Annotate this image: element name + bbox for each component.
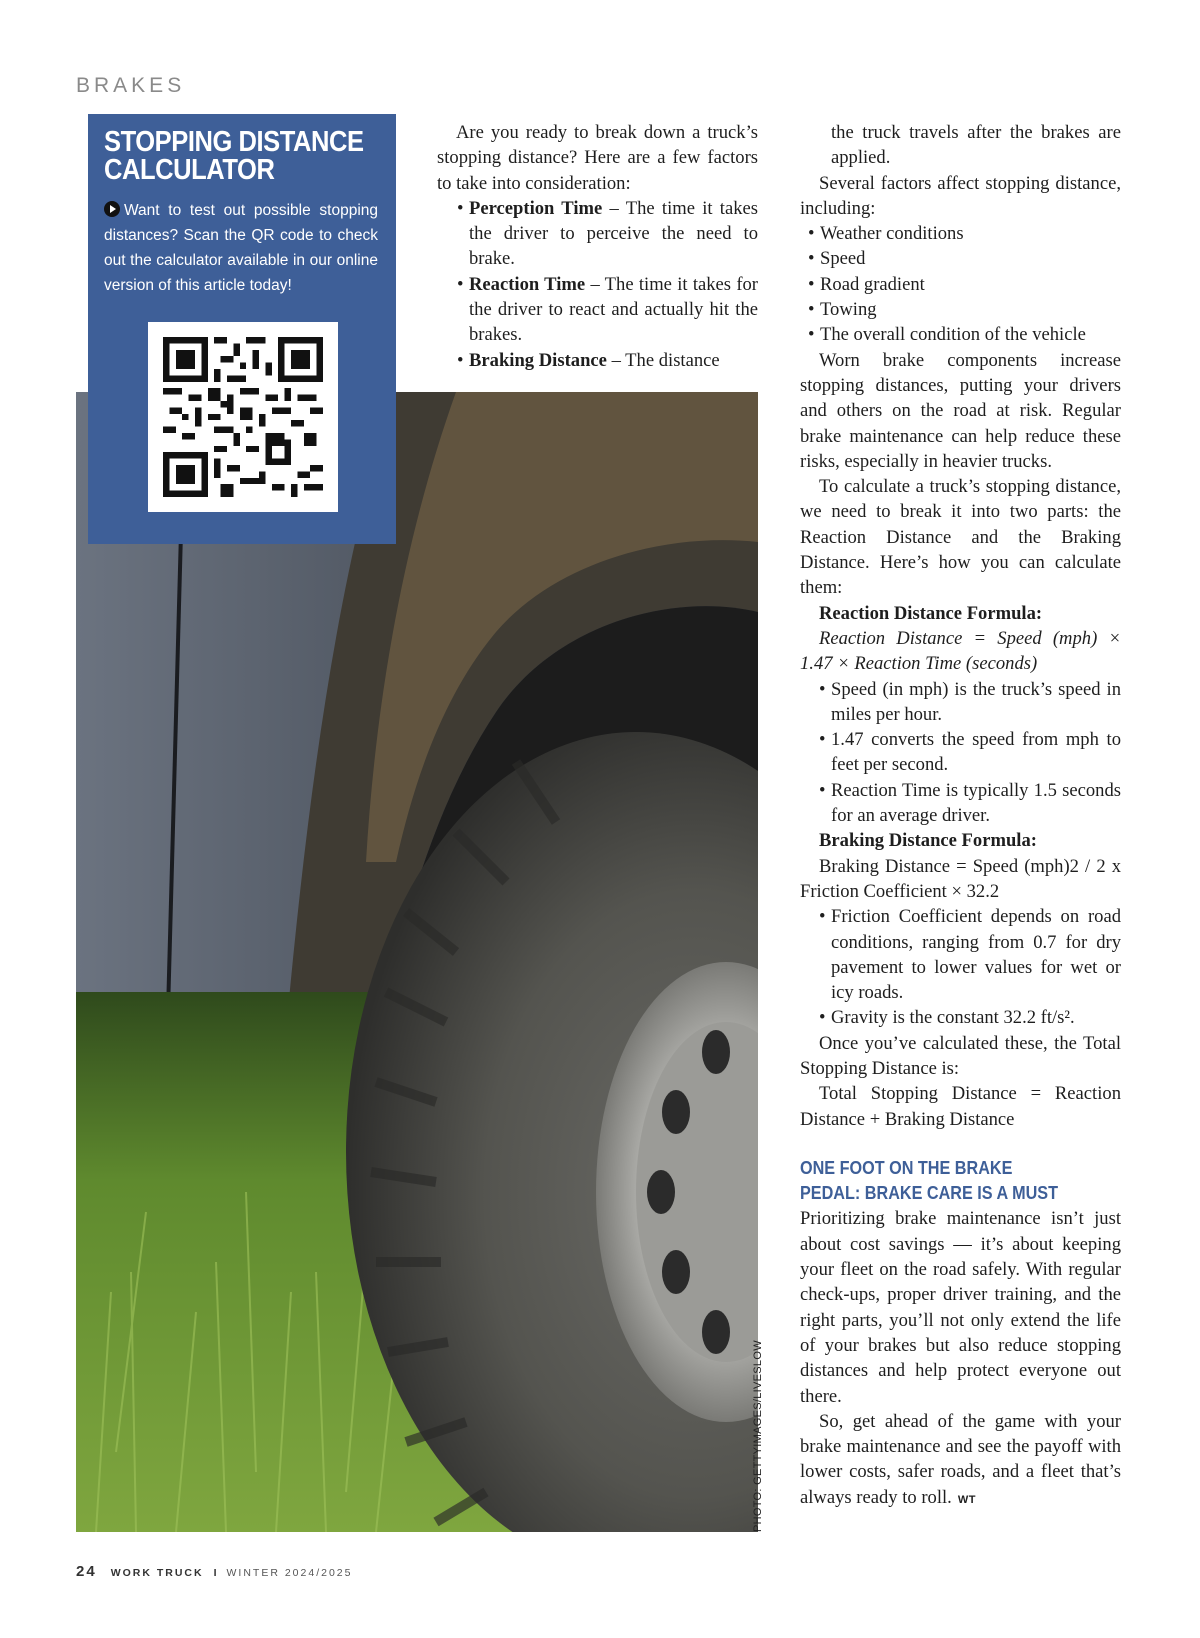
end-mark: WT [957, 1493, 976, 1506]
list-item: • Speed (in mph) is the truck’s speed in miles per hour. [800, 677, 1121, 728]
braking-formula: Braking Distance = Speed (mph)2 / 2 x Friction Coefficient × 32.2 [800, 855, 1121, 902]
factors-paragraph: Several factors affect stopping distance, including: [800, 172, 1121, 219]
reaction-list [800, 677, 1121, 829]
list-item [437, 272, 758, 348]
list-item: • Towing [788, 297, 1121, 322]
section-subheading [800, 1156, 1120, 1207]
list-item: • The overall condition of the vehicle [788, 322, 1121, 347]
factor-desc: – The distance [606, 349, 720, 371]
page-footer [76, 1563, 352, 1580]
factor-desc: – The time it takes for the driver to react and actually hit the brakes. [469, 273, 758, 346]
article-column-right [800, 120, 1121, 1513]
sidebar-text: Want to test out possible stopping distances? Scan the QR code to check out the calculator available in our online version of this article today! [104, 202, 378, 294]
list-item: • Speed [788, 246, 1121, 271]
section-label: BRAKES [76, 74, 186, 97]
list-item [437, 196, 758, 272]
closing-paragraph [800, 1409, 1121, 1513]
braking-heading [800, 828, 1121, 853]
footer-separator: I [213, 1567, 217, 1579]
truck-tire-illustration [76, 392, 758, 1532]
truck-tire-photo [76, 392, 758, 1532]
prioritizing-paragraph: Prioritizing brake maintenance isn’t just about cost savings — it’s about keeping your fleet on the road safely. With regular check-ups, proper driver training, and the right parts, you’ll not only extend the life of your brakes but also reduce stopping distances and help protect everyone out there. [800, 1208, 1121, 1407]
arrow-circle-icon [104, 201, 120, 217]
braking-heading-text: Braking Distance Formula: [819, 830, 1037, 852]
factor-term: Perception Time [469, 197, 603, 219]
factor-term: Reaction Time [469, 273, 586, 295]
issue-date: WINTER 2024/2025 [226, 1567, 353, 1579]
closing-text: So, get ahead of the game with your brake maintenance and see the payoff with lower costs, safer roads, and a fleet that’s always ready to roll. [800, 1410, 1121, 1508]
calculator-sidebar [88, 114, 396, 544]
factor-desc: – The time it takes the driver to perceive the need to brake. [469, 197, 758, 270]
factor-list [437, 196, 758, 373]
subheading-line-2: PEDAL: BRAKE CARE IS A MUST [800, 1183, 1059, 1204]
worn-paragraph: Worn brake components increase stopping distances, putting your drivers and others on the road at risk. Regular brake maintenance can help reduce these risks, especially in heavier trucks. [800, 349, 1121, 472]
list-item: • 1.47 converts the speed from mph to feet per second. [800, 727, 1121, 778]
intro-paragraph: Are you ready to break down a truck’s stopping distance? Here are a few factors to take into consideration: [437, 122, 758, 194]
article-column-middle [437, 120, 758, 373]
total-formula: Total Stopping Distance = Reaction Distance + Braking Distance [800, 1083, 1121, 1130]
reaction-heading [800, 601, 1121, 626]
list-item: • Road gradient [788, 272, 1121, 297]
subheading-line-1: ONE FOOT ON THE BRAKE [800, 1157, 1013, 1178]
braking-list [800, 904, 1121, 1030]
calculate-paragraph: To calculate a truck’s stopping distance, we need to break it into two parts: the Reaction Distance and the Braking Distance. Here’s how you can calculate them: [800, 476, 1121, 599]
sidebar-title: STOPPING DISTANCE CALCULATOR [104, 126, 364, 186]
list-item: • Reaction Time is typically 1.5 seconds for an average driver. [800, 778, 1121, 829]
sidebar-text-block [104, 198, 378, 298]
list-item: • Weather conditions [788, 221, 1121, 246]
photo-credit: PHOTO: GETTYIMAGES/LIVESLOW [752, 1340, 764, 1532]
reaction-heading-text: Reaction Distance Formula: [819, 602, 1043, 624]
magazine-name: WORK TRUCK [110, 1567, 204, 1579]
list-item: • Gravity is the constant 32.2 ft/s². [800, 1005, 1121, 1030]
factor-term: Braking Distance [469, 349, 607, 371]
list-item [437, 348, 758, 373]
affect-list [788, 221, 1121, 347]
list-item: • Friction Coefficient depends on road conditions, ranging from 0.7 for dry pavement to lower values for wet or icy roads. [800, 904, 1121, 1005]
qr-code[interactable] [148, 322, 338, 512]
qr-code-icon [163, 337, 323, 497]
reaction-formula: Reaction Distance = Speed (mph) × 1.47 × Reaction Time (seconds) [800, 627, 1121, 675]
once-paragraph: Once you’ve calculated these, the Total Stopping Distance is: [800, 1032, 1121, 1079]
braking-continuation: the truck travels after the brakes are applied. [831, 122, 1121, 169]
page-number: 24 [76, 1563, 97, 1580]
